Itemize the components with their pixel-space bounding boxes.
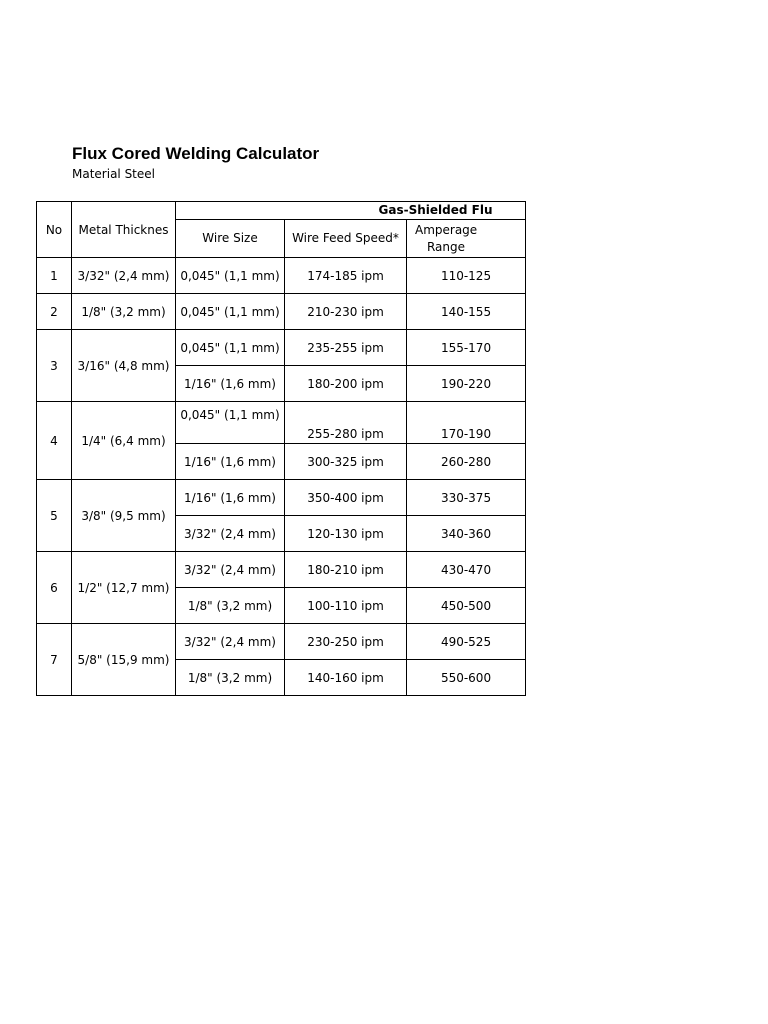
header-amperage	[407, 220, 526, 258]
header-amperage-label: Amperage Range	[415, 222, 478, 254]
cell-thickness: 1/4" (6,4 mm)	[72, 402, 176, 480]
table-viewport	[36, 201, 493, 695]
cell-amperage: 430-470	[407, 552, 526, 588]
cell-amperage: 550-600	[407, 660, 526, 696]
cell-wire-size: 1/16" (1,6 mm)	[176, 480, 285, 516]
material-label: Material Steel	[72, 167, 155, 181]
table-row	[37, 624, 526, 660]
table-row	[37, 402, 526, 444]
cell-wire-size: 1/8" (3,2 mm)	[176, 588, 285, 624]
header-wire-size: Wire Size	[176, 220, 285, 258]
cell-thickness: 3/16" (4,8 mm)	[72, 330, 176, 402]
cell-no: 4	[37, 402, 72, 480]
cell-wire-size: 3/32" (2,4 mm)	[176, 516, 285, 552]
cell-wire-feed-speed: 180-200 ipm	[285, 366, 407, 402]
cell-thickness: 5/8" (15,9 mm)	[72, 624, 176, 696]
cell-wire-feed-speed: 230-250 ipm	[285, 624, 407, 660]
cell-wire-size: 1/16" (1,6 mm)	[176, 444, 285, 480]
page-title: Flux Cored Welding Calculator	[72, 144, 320, 163]
cell-amperage: 340-360	[407, 516, 526, 552]
table-row	[37, 552, 526, 588]
cell-amperage: 450-500	[407, 588, 526, 624]
cell-amperage: 170-190	[407, 402, 526, 444]
header-wire-feed-speed: Wire Feed Speed*	[285, 220, 407, 258]
cell-wire-size: 0,045" (1,1 mm)	[176, 258, 285, 294]
cell-wire-feed-speed: 174-185 ipm	[285, 258, 407, 294]
cell-amperage: 330-375	[407, 480, 526, 516]
cell-amperage: 260-280	[407, 444, 526, 480]
cell-wire-size: 0,045" (1,1 mm)	[176, 294, 285, 330]
cell-wire-feed-speed: 100-110 ipm	[285, 588, 407, 624]
cell-thickness: 1/8" (3,2 mm)	[72, 294, 176, 330]
table-row	[37, 330, 526, 366]
cell-amperage: 190-220	[407, 366, 526, 402]
cell-no: 3	[37, 330, 72, 402]
cell-wire-feed-speed: 235-255 ipm	[285, 330, 407, 366]
cell-wire-feed-speed: 140-160 ipm	[285, 660, 407, 696]
cell-wire-size: 1/8" (3,2 mm)	[176, 660, 285, 696]
cell-amperage: 110-125	[407, 258, 526, 294]
header-group-label: Gas-Shielded Flu	[378, 203, 493, 217]
cell-amperage: 490-525	[407, 624, 526, 660]
cell-wire-feed-speed: 255-280 ipm	[285, 402, 407, 444]
header-no: No	[37, 202, 72, 258]
cell-thickness: 3/32" (2,4 mm)	[72, 258, 176, 294]
cell-amperage: 140-155	[407, 294, 526, 330]
cell-wire-feed-speed: 120-130 ipm	[285, 516, 407, 552]
cell-wire-size: 0,045" (1,1 mm)	[176, 402, 285, 444]
welding-table	[36, 201, 526, 696]
header-thickness: Metal Thicknes	[72, 202, 176, 258]
cell-wire-size: 1/16" (1,6 mm)	[176, 366, 285, 402]
cell-wire-feed-speed: 180-210 ipm	[285, 552, 407, 588]
cell-no: 2	[37, 294, 72, 330]
cell-wire-size: 3/32" (2,4 mm)	[176, 552, 285, 588]
cell-wire-feed-speed: 210-230 ipm	[285, 294, 407, 330]
cell-wire-feed-speed: 300-325 ipm	[285, 444, 407, 480]
cell-no: 7	[37, 624, 72, 696]
table-row	[37, 480, 526, 516]
cell-no: 6	[37, 552, 72, 624]
cell-wire-feed-speed: 350-400 ipm	[285, 480, 407, 516]
cell-wire-size: 0,045" (1,1 mm)	[176, 330, 285, 366]
cell-no: 5	[37, 480, 72, 552]
table-row	[37, 258, 526, 294]
table-row	[37, 294, 526, 330]
cell-thickness: 3/8" (9,5 mm)	[72, 480, 176, 552]
header-group	[176, 202, 526, 220]
cell-thickness: 1/2" (12,7 mm)	[72, 552, 176, 624]
cell-no: 1	[37, 258, 72, 294]
cell-amperage: 155-170	[407, 330, 526, 366]
cell-wire-size: 3/32" (2,4 mm)	[176, 624, 285, 660]
